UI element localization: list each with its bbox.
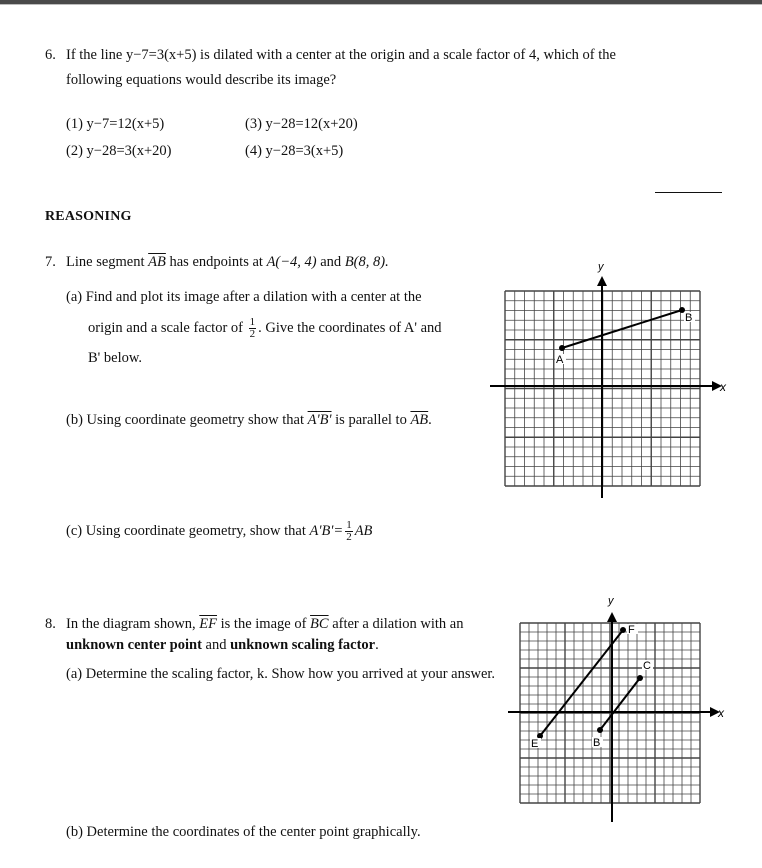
label-a: A xyxy=(556,354,564,366)
q7b-seg-ab: $\overline{AB}$ xyxy=(410,412,429,428)
q7-stem-pre: Line segment xyxy=(66,254,145,270)
y-axis-label: y xyxy=(598,261,604,273)
q6-choice-1[interactable]: (1) y−7=12(x+5) xyxy=(66,116,165,132)
q6-choice-4[interactable]: (4) y−28=3(x+5) xyxy=(245,143,344,159)
q7c-fraction-numerator: 1 xyxy=(346,519,352,531)
q7c-rhs: AB xyxy=(354,522,373,539)
label-b: B xyxy=(685,312,693,324)
q7c-fraction-denominator: 2 xyxy=(346,531,352,543)
q6-choice-3[interactable]: (3) y−28=12(x+20) xyxy=(245,116,358,132)
q7-point-a: A(−4, 4) xyxy=(266,254,317,270)
q8-line1-post: after a dilation with an xyxy=(332,616,464,632)
q8-line1-pre: In the diagram shown, xyxy=(66,616,196,632)
q8-bold1: unknown center point xyxy=(66,637,202,653)
q7c-pre: (c) Using coordinate geometry, show that xyxy=(66,522,306,539)
q7-segment-ab: $\overline{AB}$ xyxy=(148,254,166,270)
point-b-2[interactable] xyxy=(597,727,603,733)
label-b-2: B xyxy=(593,737,601,749)
q8-seg-ef: $\overline{EF}$ xyxy=(199,616,218,632)
q6-choice-2[interactable]: (2) y−28=3(x+20) xyxy=(66,143,172,159)
q7-and: and xyxy=(320,254,342,270)
point-c[interactable] xyxy=(637,675,643,681)
fraction-denominator: 2 xyxy=(249,328,256,340)
q7a-line1: (a) Find and plot its image after a dilation with a center at the xyxy=(66,289,422,305)
q8-coordinate-grid[interactable] xyxy=(508,596,730,826)
q8b-line: (b) Determine the coordinates of the center point graphically. xyxy=(66,824,421,840)
answer-line[interactable] xyxy=(655,192,722,193)
q7c-fraction xyxy=(345,520,353,543)
q7a-line2 xyxy=(88,317,442,340)
q6-number: 6. xyxy=(45,47,56,63)
q7a-line3: B' below. xyxy=(88,350,143,366)
q8-bold2: unknown scaling factor xyxy=(230,637,376,653)
y-axis-arrow-icon xyxy=(597,276,607,286)
q7b-mid: is parallel to xyxy=(335,412,407,428)
section-heading: REASONING xyxy=(45,209,132,224)
q8-and: and xyxy=(205,637,227,653)
q8-line1 xyxy=(66,616,463,633)
y-axis-label-2: y xyxy=(608,596,614,607)
q7b-end: . xyxy=(428,412,432,428)
q7-number: 7. xyxy=(45,254,56,270)
q7-point-b: B(8, 8). xyxy=(344,254,389,270)
q8-seg-bc: $\overline{BC}$ xyxy=(310,616,329,632)
q7b-line xyxy=(66,412,432,429)
x-axis-label-2: x xyxy=(718,706,724,720)
y-axis-arrow-icon-2 xyxy=(607,612,617,622)
one-half-fraction xyxy=(249,317,257,340)
fraction-numerator: 1 xyxy=(249,316,256,328)
q7-coordinate-grid[interactable] xyxy=(490,258,730,503)
q7-stem-mid: has endpoints at xyxy=(169,254,263,270)
x-axis-label: x xyxy=(720,380,726,394)
q8-line2 xyxy=(66,637,379,654)
q8-line1-mid: is the image of xyxy=(220,616,307,632)
q7a-line2-pre: origin and a scale factor of xyxy=(88,319,243,336)
point-f[interactable] xyxy=(620,627,626,633)
q8-period: . xyxy=(375,637,379,653)
q7b-seg-apbp: A'B' xyxy=(307,412,332,428)
label-e: E xyxy=(531,738,539,750)
q8-number: 8. xyxy=(45,616,56,632)
q7-stem xyxy=(66,254,389,271)
q7a-line2-post: . Give the coordinates of A' and xyxy=(258,319,442,336)
top-border-shadow xyxy=(0,4,762,5)
q7b-pre: (b) Using coordinate geometry show that xyxy=(66,412,304,428)
point-a[interactable] xyxy=(559,345,565,351)
q8a-line: (a) Determine the scaling factor, k. Show how you arrived at your answer. xyxy=(66,666,496,682)
label-f: F xyxy=(628,624,635,636)
q6-line2: following equations would describe its image? xyxy=(66,72,337,88)
q6-line1: If the line y−7=3(x+5) is dilated with a center at the origin and a scale factor of 4, which of the xyxy=(66,47,616,63)
label-c: C xyxy=(643,660,651,672)
q7c-lhs: A'B'= xyxy=(309,522,344,539)
q7c-line xyxy=(66,520,372,543)
